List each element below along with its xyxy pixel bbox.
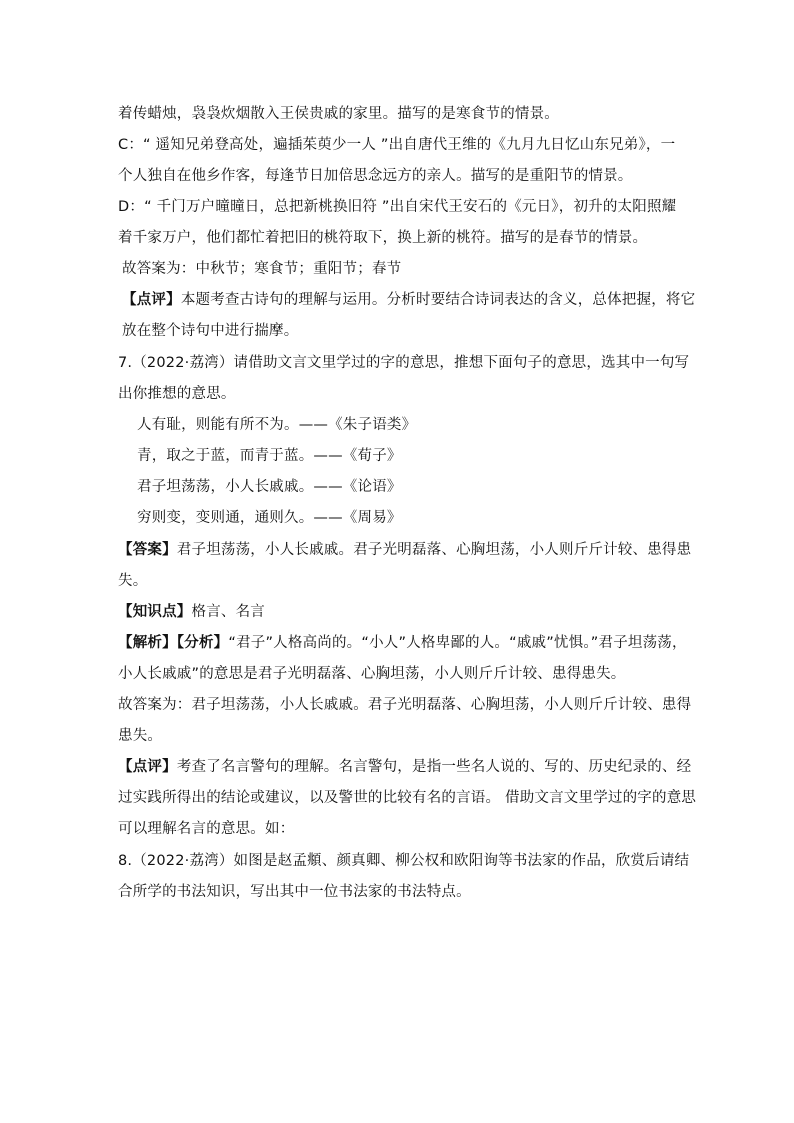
analysis-label: 【解析】【分析】 [118, 635, 229, 651]
text-line: 可以理解名言的意思。如： [118, 821, 295, 837]
text-line: 小人长戚戚”的意思是君子光明磊落、心胸坦荡，小人则斤斤计较、患得患失。 [118, 666, 626, 682]
comment-text: 考查了名言警句的理解。名言警句，是指一些名人说的、写的、历史纪录的、经 [176, 759, 692, 775]
text-line: 个人独自在他乡作客，每逢节日加倍思念远方的亲人。描写的是重阳节的情景。 [118, 168, 633, 184]
answer-label: 【答案】 [118, 542, 177, 558]
text-line: 放在整个诗句中进行揣摩。 [122, 323, 299, 339]
knowledge-line [118, 602, 265, 622]
text-line: 合所学的书法知识，写出其中一位书法家的书法特点。 [118, 884, 471, 900]
text-line: 出你推想的意思。 [118, 386, 236, 402]
quote-line: 人有耻，则能有所不为。——《朱子语类》 [137, 417, 417, 433]
text-line: C：“ 遥知兄弟登高处，遍插茱萸少一人 ”出自唐代王维的《九月九日忆山东兄弟》，一 [118, 137, 676, 153]
comment-label: 【点评】 [118, 759, 177, 775]
quote-line: 穷则变，变则通，通则久。——《周易》 [137, 510, 402, 526]
question-8: 8.（2022·荔湾）如图是赵孟頫、颜真卿、柳公权和欧阳询等书法家的作品，欣赏后请结 [118, 853, 690, 869]
answer-summary: 故答案为：君子坦荡荡，小人长戚戚。君子光明磊落、心胸坦荡，小人则斤斤计较、患得 [118, 697, 692, 713]
comment-line [122, 290, 695, 310]
quote-line: 青，取之于蓝，而青于蓝。——《荀子》 [137, 448, 402, 464]
text-line: 失。 [118, 573, 148, 589]
comment-label: 【点评】 [122, 292, 181, 308]
question-7: 7.（2022·荔湾）请借助文言文里学过的字的意思，推想下面句子的意思，选其中一句写 [118, 355, 690, 371]
text-line: 患失。 [118, 728, 163, 744]
comment-line [118, 757, 691, 777]
answer-summary: 故答案为：中秋节；寒食节；重阳节；春节 [122, 261, 402, 277]
knowledge-text: 格言、名言 [191, 604, 265, 620]
knowledge-label: 【知识点】 [118, 604, 192, 620]
text-line: 着千家万户，他们都忙着把旧的桃符取下，换上新的桃符。描写的是春节的情景。 [118, 230, 648, 246]
answer-line [118, 540, 691, 560]
quote-line: 君子坦荡荡，小人长戚戚。——《论语》 [137, 479, 402, 495]
analysis-line [118, 633, 687, 653]
comment-text: 本题考查古诗句的理解与运用。分析时要结合诗词表达的含义，总体把握，将它 [180, 292, 696, 308]
text-line: 着传蜡烛，袅袅炊烟散入王侯贵戚的家里。描写的是寒食节的情景。 [118, 106, 559, 122]
text-line: D：“ 千门万户曈曈日，总把新桃换旧符 ”出自宋代王安石的《元日》，初升的太阳照耀 [118, 199, 677, 215]
text-line: 过实践所得出的结论或建议，以及警世的比较有名的言语。 借助文言文里学过的字的意思 [118, 790, 697, 806]
answer-text: 君子坦荡荡，小人长戚戚。君子光明磊落、心胸坦荡，小人则斤斤计较、患得患 [176, 542, 692, 558]
analysis-text: “君子”人格高尚的。“小人”人格卑鄙的人。“戚戚”忧惧。”君子坦荡荡， [228, 635, 687, 651]
